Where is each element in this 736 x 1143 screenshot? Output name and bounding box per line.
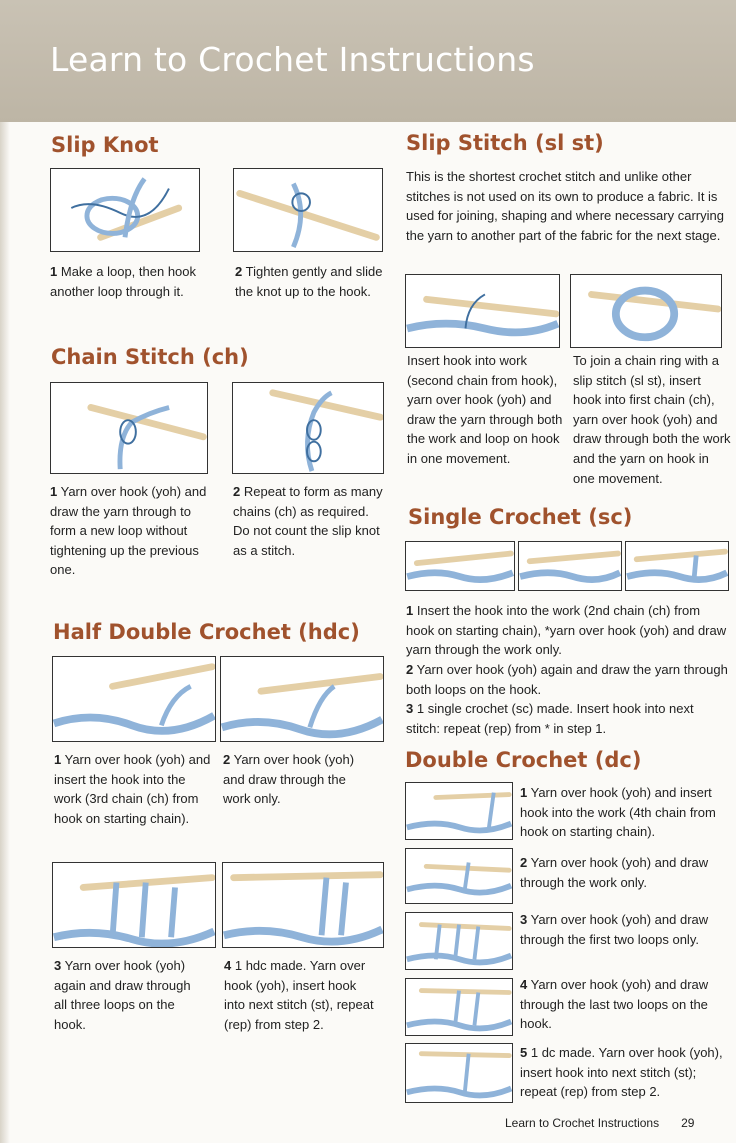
hdc-diagram-1	[52, 656, 216, 742]
slip-knot-step-1: 1 Make a loop, then hook another loop through it.	[50, 264, 197, 299]
double-crochet-heading: Double Crochet (dc)	[405, 748, 642, 772]
slip-stitch-caption-2: To join a chain ring with a slip stitch (sl st), insert hook into first chain (ch), yarn over hook (yoh) and draw through both the work and the yarn on hook in one movement.	[573, 353, 731, 486]
chain-stitch-diagram-1	[50, 382, 208, 474]
hdc-step-1: 1 Yarn over hook (yoh) and insert the hook into the work (3rd chain (ch) from hook on starting chain).	[54, 752, 211, 826]
single-crochet-step-3: 3 1 single crochet (sc) made. Insert hook into next stitch: repeat (rep) from * in step 1.	[406, 701, 694, 736]
slip-knot-heading: Slip Knot	[51, 133, 159, 157]
slip-knot-diagram-1	[50, 168, 200, 252]
slip-stitch-intro: This is the shortest crochet stitch and unlike other stitches is not used on its own to produce a fabric. It is used for joining, shaping and where necessary carrying the yarn to another part of the fabric for the next stage.	[406, 169, 724, 243]
slip-knot-step-2: 2 Tighten gently and slide the knot up to the hook.	[235, 264, 383, 299]
single-crochet-heading: Single Crochet (sc)	[408, 505, 633, 529]
dc-step-5: 5 1 dc made. Yarn over hook (yoh), insert hook into next stitch (st); repeat (rep) from step 2.	[520, 1045, 723, 1100]
hdc-step-2: 2 Yarn over hook (yoh) and draw through the work only.	[223, 752, 355, 807]
dc-step-2: 2 Yarn over hook (yoh) and draw through the work only.	[520, 855, 709, 890]
chain-stitch-step-1: 1 Yarn over hook (yoh) and draw the yarn through to form a new loop without tightening up the previous one.	[50, 484, 207, 578]
dc-diagram-2	[405, 848, 513, 904]
page-number: 29	[681, 1116, 695, 1130]
dc-step-4: 4 Yarn over hook (yoh) and draw through the last two loops on the hook.	[520, 977, 709, 1032]
dc-diagram-1	[405, 782, 513, 840]
dc-diagram-4	[405, 978, 513, 1036]
chain-stitch-heading: Chain Stitch (ch)	[51, 345, 249, 369]
hdc-step-3: 3 Yarn over hook (yoh) again and draw through all three loops on the hook.	[54, 958, 191, 1032]
slip-stitch-diagram-1	[405, 274, 560, 348]
dc-step-3: 3 Yarn over hook (yoh) and draw through the first two loops only.	[520, 912, 709, 947]
hdc-step-4: 4 1 hdc made. Yarn over hook (yoh), insert hook into next stitch (st), repeat (rep) from step 2.	[224, 958, 374, 1032]
page-spine-shadow	[0, 0, 10, 1143]
single-crochet-diagram-3	[625, 541, 729, 591]
hdc-diagram-2	[220, 656, 384, 742]
dc-diagram-5	[405, 1043, 513, 1103]
chain-stitch-step-2: 2 Repeat to form as many chains (ch) as required. Do not count the slip knot as a stitch.	[233, 484, 383, 558]
dc-diagram-3	[405, 912, 513, 970]
single-crochet-step-2: 2 Yarn over hook (yoh) again and draw the yarn through both loops on the hook.	[406, 662, 728, 697]
footer-title: Learn to Crochet Instructions	[505, 1116, 660, 1130]
slip-knot-diagram-2	[233, 168, 383, 252]
page-footer	[505, 1116, 694, 1130]
single-crochet-diagram-2	[518, 541, 622, 591]
single-crochet-diagram-1	[405, 541, 515, 591]
title-banner	[0, 0, 736, 122]
half-double-crochet-heading: Half Double Crochet (hdc)	[53, 620, 360, 644]
page-title: Learn to Crochet Instructions	[50, 40, 535, 79]
dc-step-1: 1 Yarn over hook (yoh) and insert hook into the work (4th chain from hook on starting chain).	[520, 785, 716, 840]
chain-stitch-diagram-2	[232, 382, 384, 474]
slip-stitch-heading: Slip Stitch (sl st)	[406, 131, 604, 155]
slip-stitch-diagram-2	[570, 274, 722, 348]
single-crochet-step-1: 1 Insert the hook into the work (2nd chain (ch) from hook on starting chain), *yarn over hook (yoh) and draw yarn through the work only.	[406, 603, 727, 658]
hdc-diagram-3	[52, 862, 216, 948]
hdc-diagram-4	[222, 862, 384, 948]
slip-stitch-caption-1: Insert hook into work (second chain from hook), yarn over hook (yoh) and draw the yarn through both the work and loop on hook in one movement.	[407, 353, 563, 466]
